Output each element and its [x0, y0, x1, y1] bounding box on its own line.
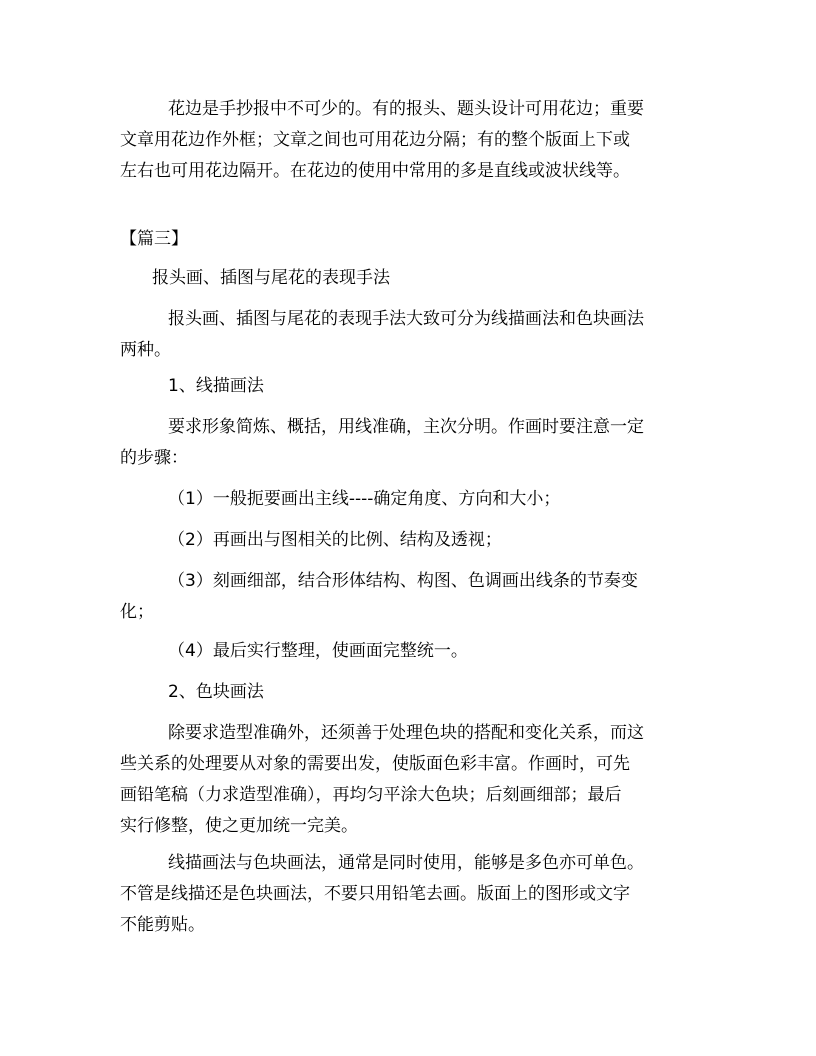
step-text: （4）最后实行整理，使画面完整统一。 [168, 641, 468, 661]
text-line: 线描画法与色块画法，通常是同时使用，能够是多色亦可单色。 [168, 853, 644, 873]
paragraph-border-intro [120, 94, 700, 187]
text-line: 实行修整，使之更加统一完美。 [120, 816, 358, 836]
step-text: （2）再画出与图相关的比例、结构及透视； [168, 530, 502, 550]
line-drawing-heading [120, 371, 700, 402]
text-line: 不能剪贴。 [120, 915, 205, 935]
paragraph-line-drawing-desc [120, 412, 700, 474]
subtitle [120, 263, 700, 294]
step-text: （1）一般扼要画出主线----确定角度、方向和大小； [168, 489, 561, 509]
text-line: 左右也可用花边隔开。在花边的使用中常用的多是直线或波状线等。 [120, 161, 630, 181]
text-line: 不管是线描还是色块画法，不要只用铅笔去画。版面上的图形或文字 [120, 884, 630, 904]
text-line: 画铅笔稿（力求造型准确），再均匀平涂大色块；后刻画细部；最后 [120, 785, 622, 805]
subtitle-text: 报头画、插图与尾花的表现手法 [152, 268, 390, 288]
step-2 [120, 525, 700, 556]
color-block-heading [120, 677, 700, 708]
paragraph-color-block-desc [120, 718, 700, 842]
text-line: 些关系的处理要从对象的需要出发，使版面色彩丰富。作画时，可先 [120, 754, 630, 774]
text-line: 花边是手抄报中不可少的。有的报头、题头设计可用花边；重要 [168, 99, 644, 119]
heading-text: 1、线描画法 [168, 376, 264, 396]
text-line: 报头画、插图与尾花的表现手法大致可分为线描画法和色块画法 [168, 309, 644, 329]
text-line: 要求形象简炼、概括，用线准确，主次分明。作画时要注意一定 [168, 417, 644, 437]
step-text: 化； [120, 602, 154, 622]
text-line: 除要求造型准确外，还须善于处理色块的搭配和变化关系，而这 [168, 723, 644, 743]
step-4 [120, 636, 700, 667]
heading-text: 2、色块画法 [168, 682, 264, 702]
text-line: 两种。 [120, 340, 171, 360]
paragraph-methods-intro [120, 304, 700, 366]
paragraph-summary [120, 848, 700, 941]
step-1 [120, 484, 700, 515]
step-text: （3）刻画细部，结合形体结构、构图、色调画出线条的节奏变 [168, 571, 638, 591]
section-heading-text: 【篇三】 [120, 229, 188, 249]
text-line: 的步骤： [120, 448, 188, 468]
section-heading [120, 224, 700, 255]
step-3 [120, 566, 700, 628]
text-line: 文章用花边作外框；文章之间也可用花边分隔；有的整个版面上下或 [120, 130, 630, 150]
